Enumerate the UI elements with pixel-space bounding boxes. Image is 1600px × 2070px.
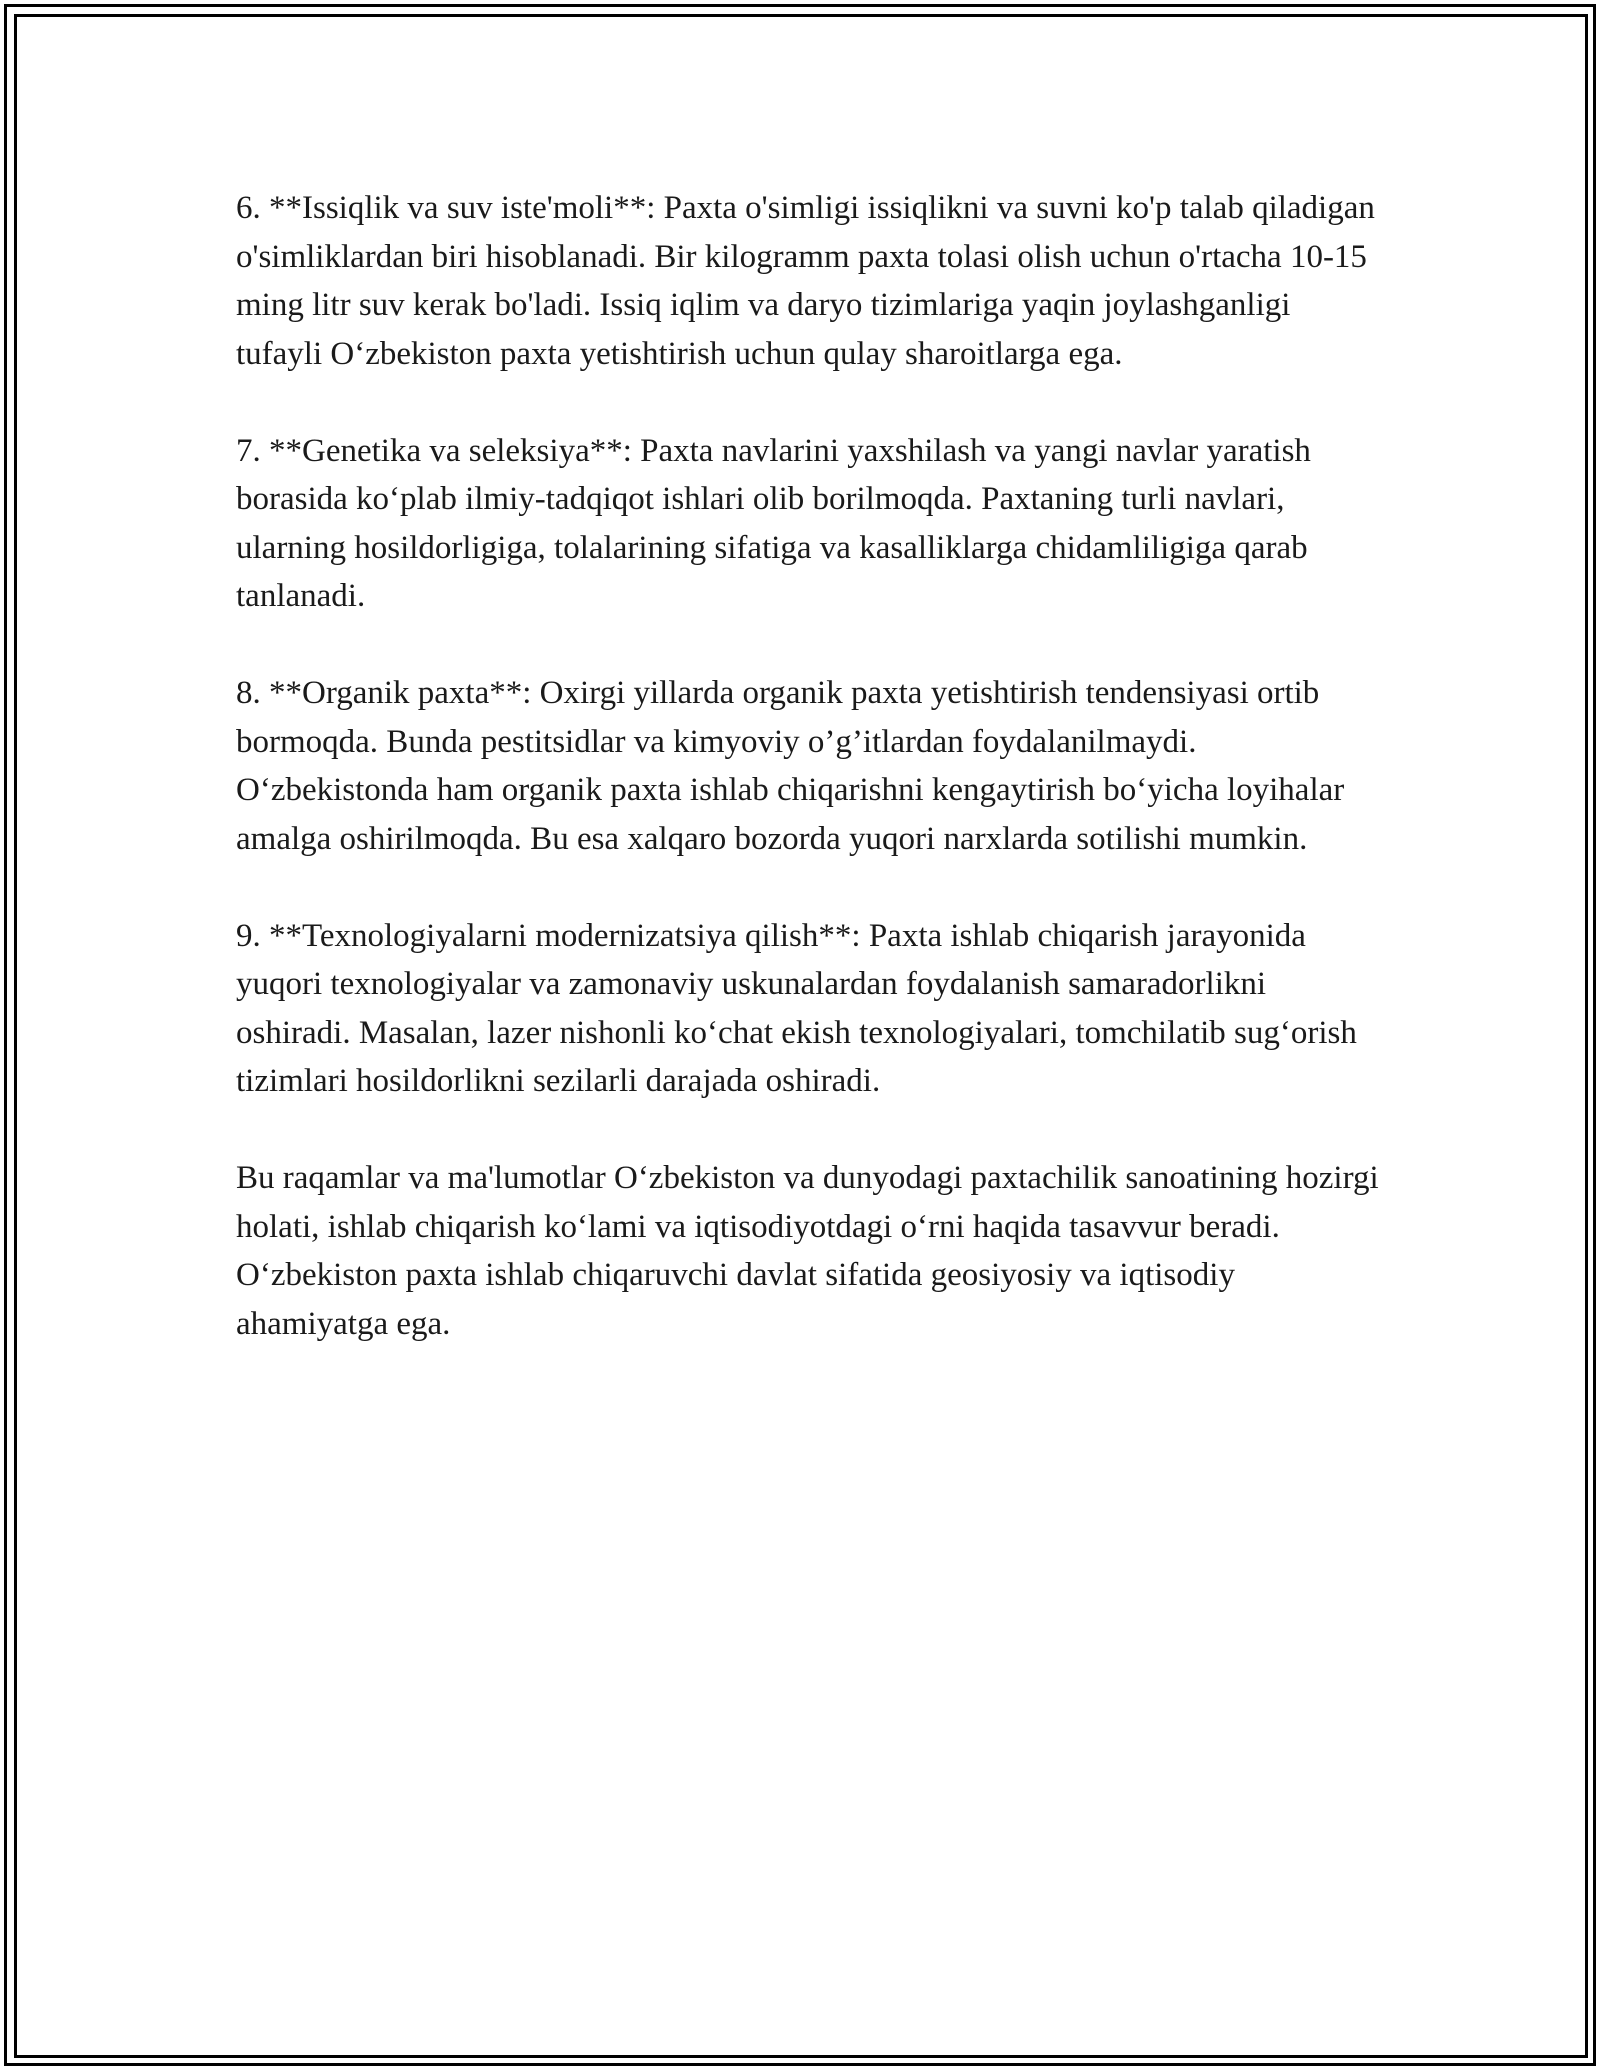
paragraph-organik-paxta: 8. **Organik paxta**: Oxirgi yillarda organik paxta yetishtirish tendensiyasi ortib bormoqda. Bunda pestitsidlar va kimyoviy o’g’itlardan foydalanilmaydi. O‘zbekistonda ham organik paxta ishlab chiqarishni kengaytirish bo‘yicha loyihalar amalga oshirilmoqda. Bu esa xalqaro bozorda yuqori narxlarda sotilishi mumkin. — [236, 675, 1345, 857]
document-body — [236, 184, 1384, 1397]
paragraph-issiqlik-va-suv: 6. **Issiqlik va suv iste'moli**: Paxta o'simligi issiqlikni va suvni ko'p talab qiladigan o'simliklardan biri hisoblanadi. Bir kilogramm paxta tolasi olish uchun o'rtacha 10-15 ming litr suv kerak bo'ladi. Issiq iqlim va daryo tizimlariga yaqin joylashganligi tufayli O‘zbekiston paxta yetishtirish uchun qulay sharoitlarga ega. — [236, 190, 1375, 372]
paragraph-conclusion: Bu raqamlar va ma'lumotlar O‘zbekiston va dunyodagi paxtachilik sanoatining hozirgi holati, ishlab chiqarish ko‘lami va iqtisodiyotdagi o‘rni haqida tasavvur beradi. O‘zbekiston paxta ishlab chiqaruvchi davlat sifatida geosiyosiy va iqtisodiy ahamiyatga ega. — [236, 1160, 1379, 1342]
paragraph-texnologiyalar: 9. **Texnologiyalarni modernizatsiya qilish**: Paxta ishlab chiqarish jarayonida yuqori texnologiyalar va zamonaviy uskunalardan foydalanish samaradorlikni oshiradi. Masalan, lazer nishonli ko‘chat ekish texnologiyalari, tomchilatib sug‘orish tizimlari hosildorlikni sezilarli darajada oshiradi. — [236, 917, 1357, 1099]
paragraph-genetika-va-seleksiya: 7. **Genetika va seleksiya**: Paxta navlarini yaxshilash va yangi navlar yaratish borasida ko‘plab ilmiy-tadqiqot ishlari olib borilmoqda. Paxtaning turli navlari, ularning hosildorligiga, tolalarining sifatiga va kasalliklarga chidamliligiga qarab tanlanadi. — [236, 432, 1311, 614]
